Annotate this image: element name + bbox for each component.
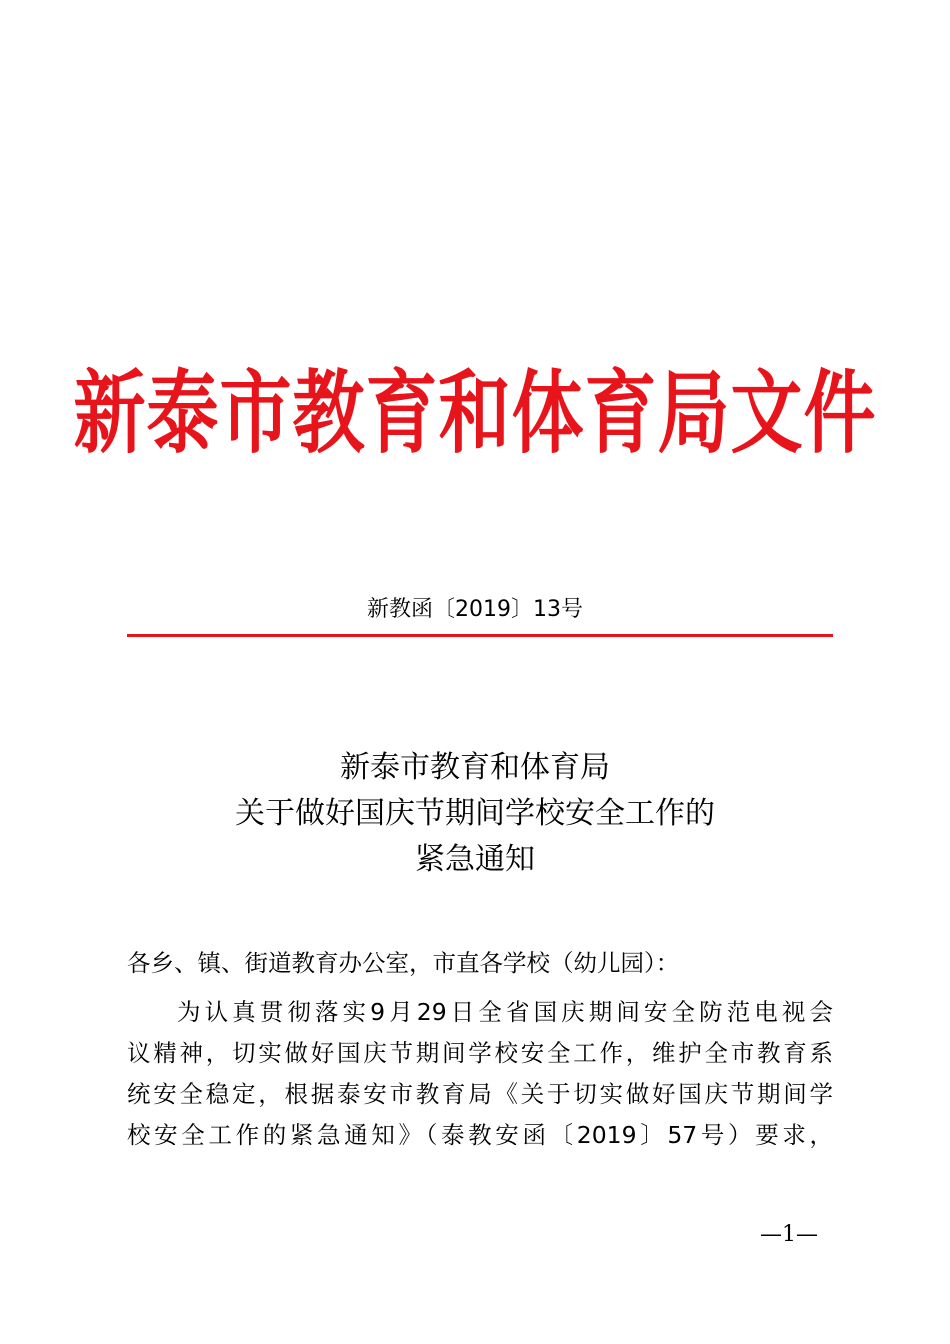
notice-title-line: 紧急通知: [415, 842, 535, 877]
salutation: 各乡、镇、街道教育办公室，市直各学校（幼儿园）：: [127, 949, 680, 977]
page-number: —1—: [760, 1222, 818, 1247]
notice-title-line: 新泰市教育和体育局: [340, 750, 610, 785]
paragraph-line: 统安全稳定，根据泰安市教育局《关于切实做好国庆节期间学: [127, 1080, 833, 1108]
document-header-title: 新泰市教育和体育局文件: [73, 360, 877, 465]
notice-title: [0, 745, 950, 883]
paragraph-line: 为认真贯彻落实9月29日全省国庆期间安全防范电视会: [177, 998, 833, 1026]
paragraph-line: 校安全工作的紧急通知》（泰教安函〔2019〕57号）要求，: [127, 1121, 833, 1149]
body-paragraph: [127, 992, 833, 1156]
document-number: 新教函〔2019〕13号: [367, 597, 583, 622]
notice-title-line: 关于做好国庆节期间学校安全工作的: [235, 796, 715, 831]
paragraph-line: 议精神，切实做好国庆节期间学校安全工作，维护全市教育系: [127, 1039, 833, 1067]
red-divider-line: [127, 634, 833, 637]
